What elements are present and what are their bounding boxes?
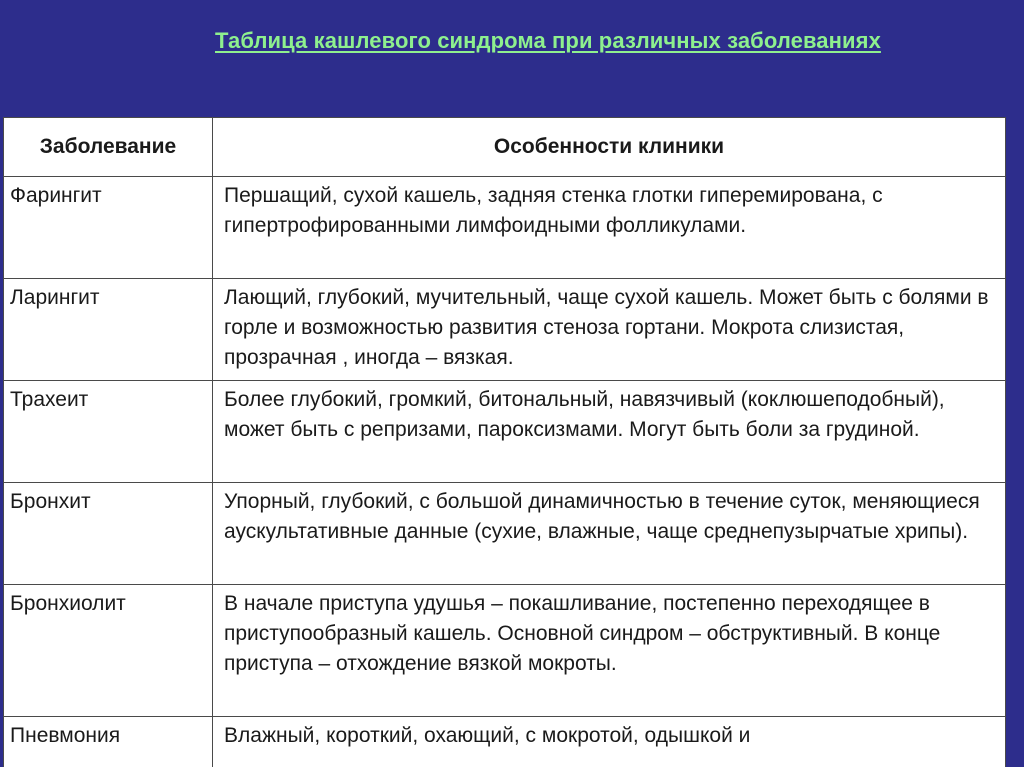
table-row <box>4 177 1006 279</box>
table-header-row <box>4 118 1006 177</box>
features-cell: В начале приступа удушья – покашливание, постепенно переходящее в приступообразный кашель. Основной синдром – обструктивный. В конце приступа – отхождение вязкой мокроты. <box>213 585 1006 717</box>
header-band <box>0 0 1024 118</box>
table-row <box>4 381 1006 483</box>
table-row <box>4 279 1006 381</box>
disease-cell: Трахеит <box>4 381 213 483</box>
table-row <box>4 585 1006 717</box>
cough-syndrome-table <box>3 117 1006 767</box>
features-cell: Лающий, глубокий, мучительный, чаще сухой кашель. Может быть с болями в горле и возможностью развития стеноза гортани. Мокрота слизистая, прозрачная , иногда – вязкая. <box>213 279 1006 381</box>
features-cell: Упорный, глубокий, с большой динамичностью в течение суток, меняющиеся аускультативные данные (сухие, влажные, чаще среднепузырчатые хрипы). <box>213 483 1006 585</box>
features-cell: Более глубокий, громкий, битональный, навязчивый (коклюшеподобный), может быть с репризами, пароксизмами. Могут быть боли за грудиной. <box>213 381 1006 483</box>
disease-cell: Пневмония <box>4 717 213 767</box>
header-features: Особенности клиники <box>213 118 1006 177</box>
features-cell: Влажный, короткий, охающий, с мокротой, одышкой и <box>213 717 1006 767</box>
header-disease: Заболевание <box>4 118 213 177</box>
slide-title: Таблица кашлевого синдрома при различных заболеваниях <box>215 28 881 53</box>
disease-cell: Ларингит <box>4 279 213 381</box>
right-border-strip <box>1006 118 1024 767</box>
table-row <box>4 717 1006 767</box>
disease-cell: Бронхит <box>4 483 213 585</box>
table-row <box>4 483 1006 585</box>
disease-cell: Фарингит <box>4 177 213 279</box>
features-cell: Першащий, сухой кашель, задняя стенка глотки гиперемирована, с гипертрофированными лимфоидными фолликулами. <box>213 177 1006 279</box>
disease-cell: Бронхиолит <box>4 585 213 717</box>
